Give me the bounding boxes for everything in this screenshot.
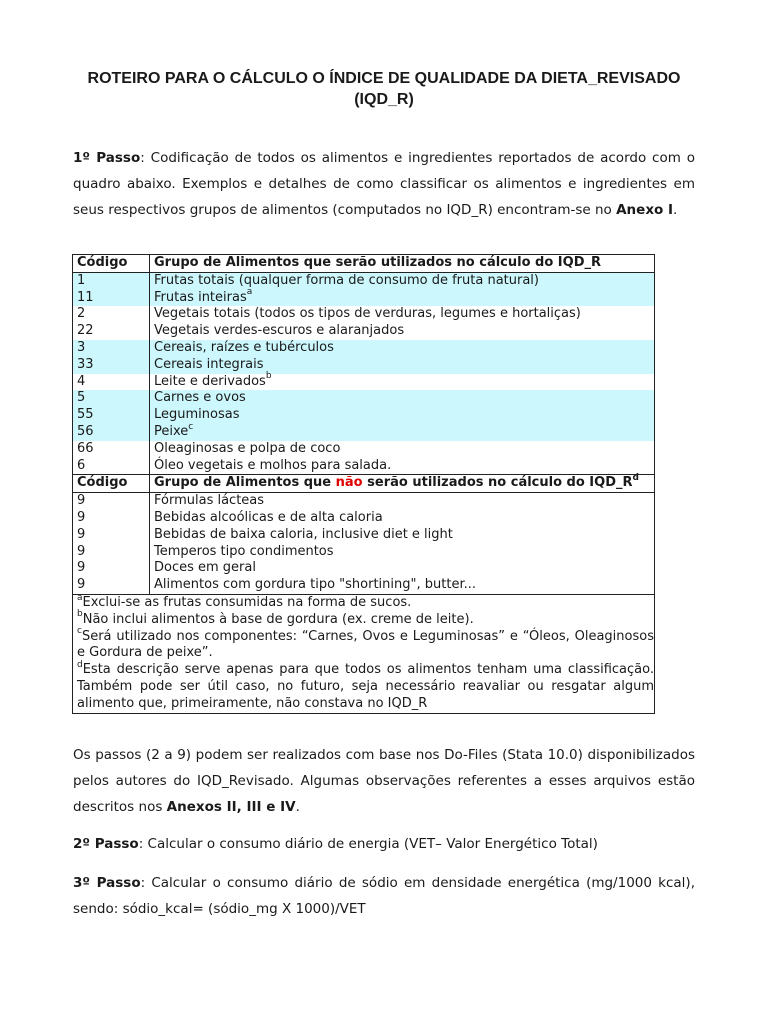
table-row xyxy=(73,510,655,527)
header-text: serão utilizados no cálculo do IQD_R xyxy=(362,475,633,491)
table-row xyxy=(73,544,655,561)
row-group: Temperos tipo condimentos xyxy=(154,543,334,559)
row-code: 66 xyxy=(73,441,150,458)
row-code: 1 xyxy=(73,272,150,289)
row-code: 33 xyxy=(73,357,150,374)
row-group: Alimentos com gordura tipo "shortining", butter... xyxy=(154,577,476,593)
footnote-mark: d xyxy=(632,473,639,484)
row-code: 9 xyxy=(73,577,150,594)
header-group: Grupo de Alimentos que serão utilizados no cálculo do IQD_R xyxy=(150,255,655,273)
row-group: Cereais, raízes e tubérculos xyxy=(150,340,655,357)
row-code: 9 xyxy=(73,493,150,510)
row-group: Bebidas alcoólicas e de alta caloria xyxy=(154,509,383,525)
row-group: Oleaginosas e polpa de coco xyxy=(154,440,341,456)
footnote-mark: c xyxy=(77,626,82,637)
row-code: 55 xyxy=(73,407,150,424)
footnote xyxy=(77,609,654,629)
footnote-mark: c xyxy=(188,421,194,432)
row-group: Cereais integrais xyxy=(150,357,655,374)
steps-intro-text: Os passos (2 a 9) podem ser realizados com base nos Do-Files (Stata 10.0) disponibilizados pelos autores do IQD_Revisado. Algumas observações referentes a esses arquivos estão descritos nos xyxy=(73,747,695,815)
footnote xyxy=(77,592,654,612)
table-row xyxy=(73,527,655,544)
row-group: Bebidas de baixa caloria, inclusive diet e light xyxy=(154,526,453,542)
row-group: Óleo vegetais e molhos para salada. xyxy=(154,457,392,473)
table-header-unused xyxy=(73,475,655,493)
row-code: 22 xyxy=(73,323,150,340)
table-row xyxy=(73,441,655,458)
header-code: Código xyxy=(73,475,150,493)
steps-intro-paragraph xyxy=(73,742,695,820)
footnote-mark: a xyxy=(77,592,83,603)
row-group: Carnes e ovos xyxy=(150,390,655,407)
table-row xyxy=(73,290,655,307)
step1-text: : Codificação de todos os alimentos e ingredientes reportados de acordo com o quadro abaixo. Exemplos e detalhes de como classificar os alimentos e ingredientes em seus respectivos grupos de alimentos (computados no IQD_R) encontram-se no xyxy=(73,150,695,218)
table-row xyxy=(73,407,655,424)
step1-end: . xyxy=(673,202,678,218)
row-code: 3 xyxy=(73,340,150,357)
footnote-text: Exclui-se as frutas consumidas na forma de sucos. xyxy=(82,594,412,610)
header-text: Grupo de Alimentos que xyxy=(154,475,336,491)
row-code: 9 xyxy=(73,527,150,544)
row-group: Vegetais verdes-escuros e alaranjados xyxy=(154,323,405,339)
row-code: 9 xyxy=(73,544,150,561)
header-code: Código xyxy=(73,255,150,273)
header-group xyxy=(150,475,655,493)
row-group: Leite e derivados$^b$ xyxy=(154,371,272,389)
table-row xyxy=(73,560,655,577)
step1-label: 1º Passo xyxy=(73,150,141,166)
footnote-mark: d xyxy=(77,659,83,670)
row-code: 5 xyxy=(73,390,150,407)
footnote xyxy=(77,626,654,663)
row-group: Doces em geral xyxy=(154,560,256,576)
step3-paragraph xyxy=(73,870,695,922)
footnote-text: Não inclui alimentos à base de gordura (ex. creme de leite). xyxy=(82,611,474,627)
row-code: 6 xyxy=(73,458,150,475)
food-groups-table xyxy=(72,254,655,714)
row-code: 2 xyxy=(73,306,150,323)
footnote-text: Esta descrição serve apenas para que todos os alimentos tenham uma classificação. Também pode ser útil caso, no futuro, seja necessário reavaliar ou resgatar algum alimento que, primeiramente, não constava no IQD_R xyxy=(77,662,654,711)
notes-cell xyxy=(73,594,655,713)
row-group: Frutas totais (qualquer forma de consumo de fruta natural) xyxy=(150,272,655,289)
step2-paragraph xyxy=(73,831,695,857)
row-code: 9 xyxy=(73,560,150,577)
table-row xyxy=(73,390,655,407)
table-row xyxy=(73,306,655,323)
table-row xyxy=(73,374,655,391)
row-code: 9 xyxy=(73,510,150,527)
table-row xyxy=(73,493,655,510)
row-group: Fórmulas lácteas xyxy=(154,493,265,509)
row-group: Vegetais totais (todos os tipos de verduras, legumes e hortaliças) xyxy=(154,306,581,322)
document-title xyxy=(60,68,708,110)
footnote xyxy=(77,659,654,712)
step3-label: 3º Passo xyxy=(73,875,141,891)
row-group: Leguminosas xyxy=(150,407,655,424)
table-row xyxy=(73,424,655,441)
row-code: 4 xyxy=(73,374,150,391)
table-notes xyxy=(73,594,655,713)
title-line-1: ROTEIRO PARA O CÁLCULO O ÍNDICE DE QUALIDADE DA DIETA_REVISADO xyxy=(87,70,681,87)
step1-annex: Anexo I xyxy=(616,202,674,218)
step2-label: 2º Passo xyxy=(73,836,139,852)
table-row xyxy=(73,272,655,289)
table-row xyxy=(73,340,655,357)
row-group: Peixe$^c$ xyxy=(150,424,655,441)
step1-paragraph xyxy=(73,145,695,223)
table-row xyxy=(73,458,655,475)
table-header-used xyxy=(73,255,655,273)
row-code: 11 xyxy=(73,290,150,307)
table-row xyxy=(73,357,655,374)
header-red-word: não xyxy=(335,475,363,491)
footnote-mark: a xyxy=(246,287,253,298)
row-code: 56 xyxy=(73,424,150,441)
table-row xyxy=(73,577,655,594)
table-row xyxy=(73,323,655,340)
steps-intro-annexes: Anexos II, III e IV xyxy=(166,799,296,815)
step2-text: : Calcular o consumo diário de energia (VET– Valor Energético Total) xyxy=(138,836,598,852)
step3-text: : Calcular o consumo diário de sódio em densidade energética (mg/1000 kcal), sendo: sódio_kcal= (sódio_mg X 1000)/VET xyxy=(73,875,695,917)
footnote-mark: b xyxy=(77,609,83,620)
title-line-2: (IQD_R) xyxy=(354,91,414,108)
footnote-mark: b xyxy=(265,371,272,382)
row-group: Frutas inteiras$^a$ xyxy=(150,290,655,307)
steps-intro-end: . xyxy=(295,799,300,815)
footnote-text: Será utilizado nos componentes: “Carnes, Ovos e Leguminosas” e “Óleos, Oleaginosos e Gordura de peixe”. xyxy=(77,628,654,661)
